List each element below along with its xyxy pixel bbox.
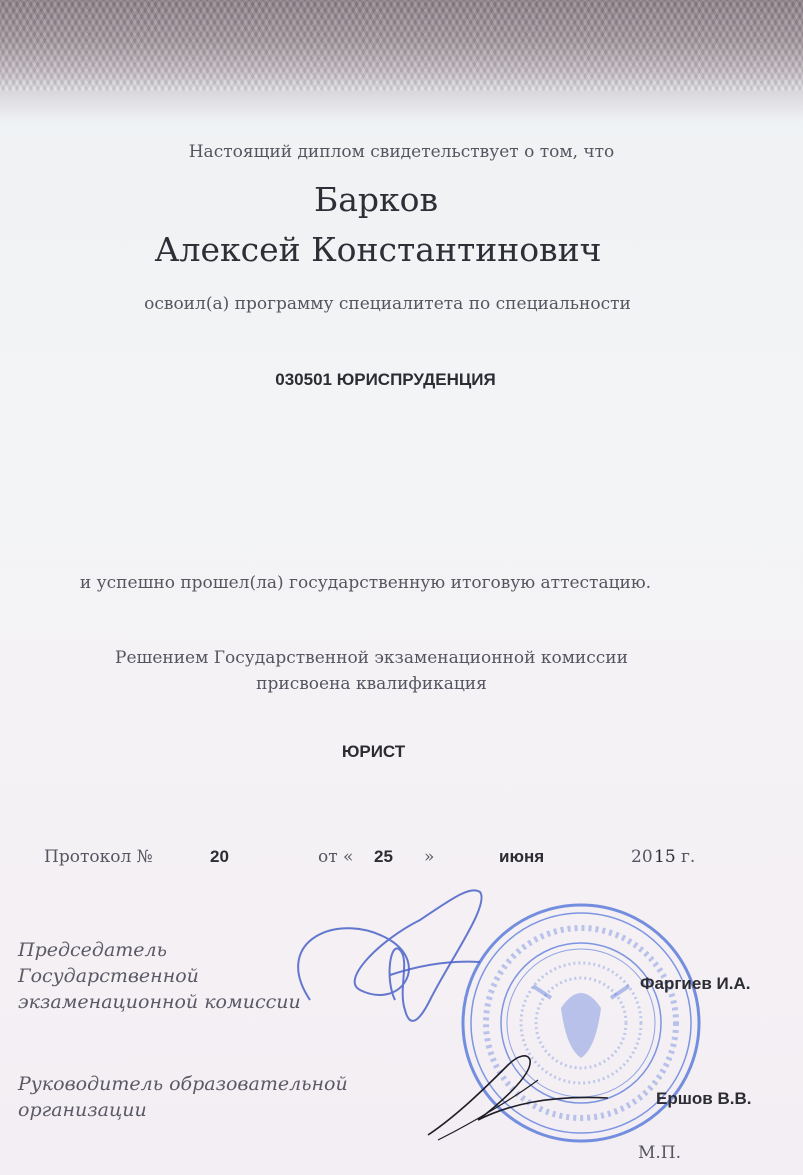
protocol-day: 25 (374, 847, 393, 866)
graduate-name: Алексей Константинович (154, 230, 602, 269)
head-title-line: организации (18, 1099, 147, 1121)
protocol-from-label: от « (318, 847, 354, 867)
specialty: 030501 ЮРИСПРУДЕНЦИЯ (275, 370, 496, 389)
chairman-title-line: Председатель (18, 939, 167, 961)
protocol-year-suffix: 15 (654, 847, 676, 867)
head-title-line: Руководитель образовательной (18, 1073, 348, 1095)
protocol-month: июня (499, 847, 545, 866)
chairman-name: Фаргиев И.А. (640, 974, 751, 993)
decorative-banner (0, 0, 803, 92)
program-text: освоил(а) программу специалитета по специальности (144, 294, 631, 314)
protocol-close-quote: » (424, 847, 435, 867)
banner-fade (0, 92, 803, 122)
attestation-text: и успешно прошел(ла) государственную итоговую аттестацию. (79, 573, 652, 593)
chairman-title-line: Государственной (18, 965, 199, 987)
graduate-surname: Барков (313, 180, 439, 219)
chairman-signature (280, 880, 510, 1040)
protocol-label: Протокол № (44, 847, 153, 867)
seal-label: М.П. (638, 1143, 682, 1163)
intro-text: Настоящий диплом свидетельствует о том, что (188, 142, 615, 162)
chairman-title (18, 937, 301, 1015)
protocol-year-prefix: 20 (631, 847, 653, 867)
qualification: ЮРИСТ (341, 742, 406, 761)
head-signature (418, 1035, 618, 1145)
chairman-title-line: экзаменационной комиссии (18, 991, 301, 1013)
decision-line-2: присвоена квалификация (256, 674, 487, 694)
protocol-year-unit: г. (681, 847, 696, 867)
protocol-number: 20 (210, 847, 229, 866)
head-title (18, 1071, 348, 1123)
head-name: Ершов В.В. (656, 1089, 752, 1108)
decision-line-1: Решением Государственной экзаменационной комиссии (115, 648, 628, 668)
